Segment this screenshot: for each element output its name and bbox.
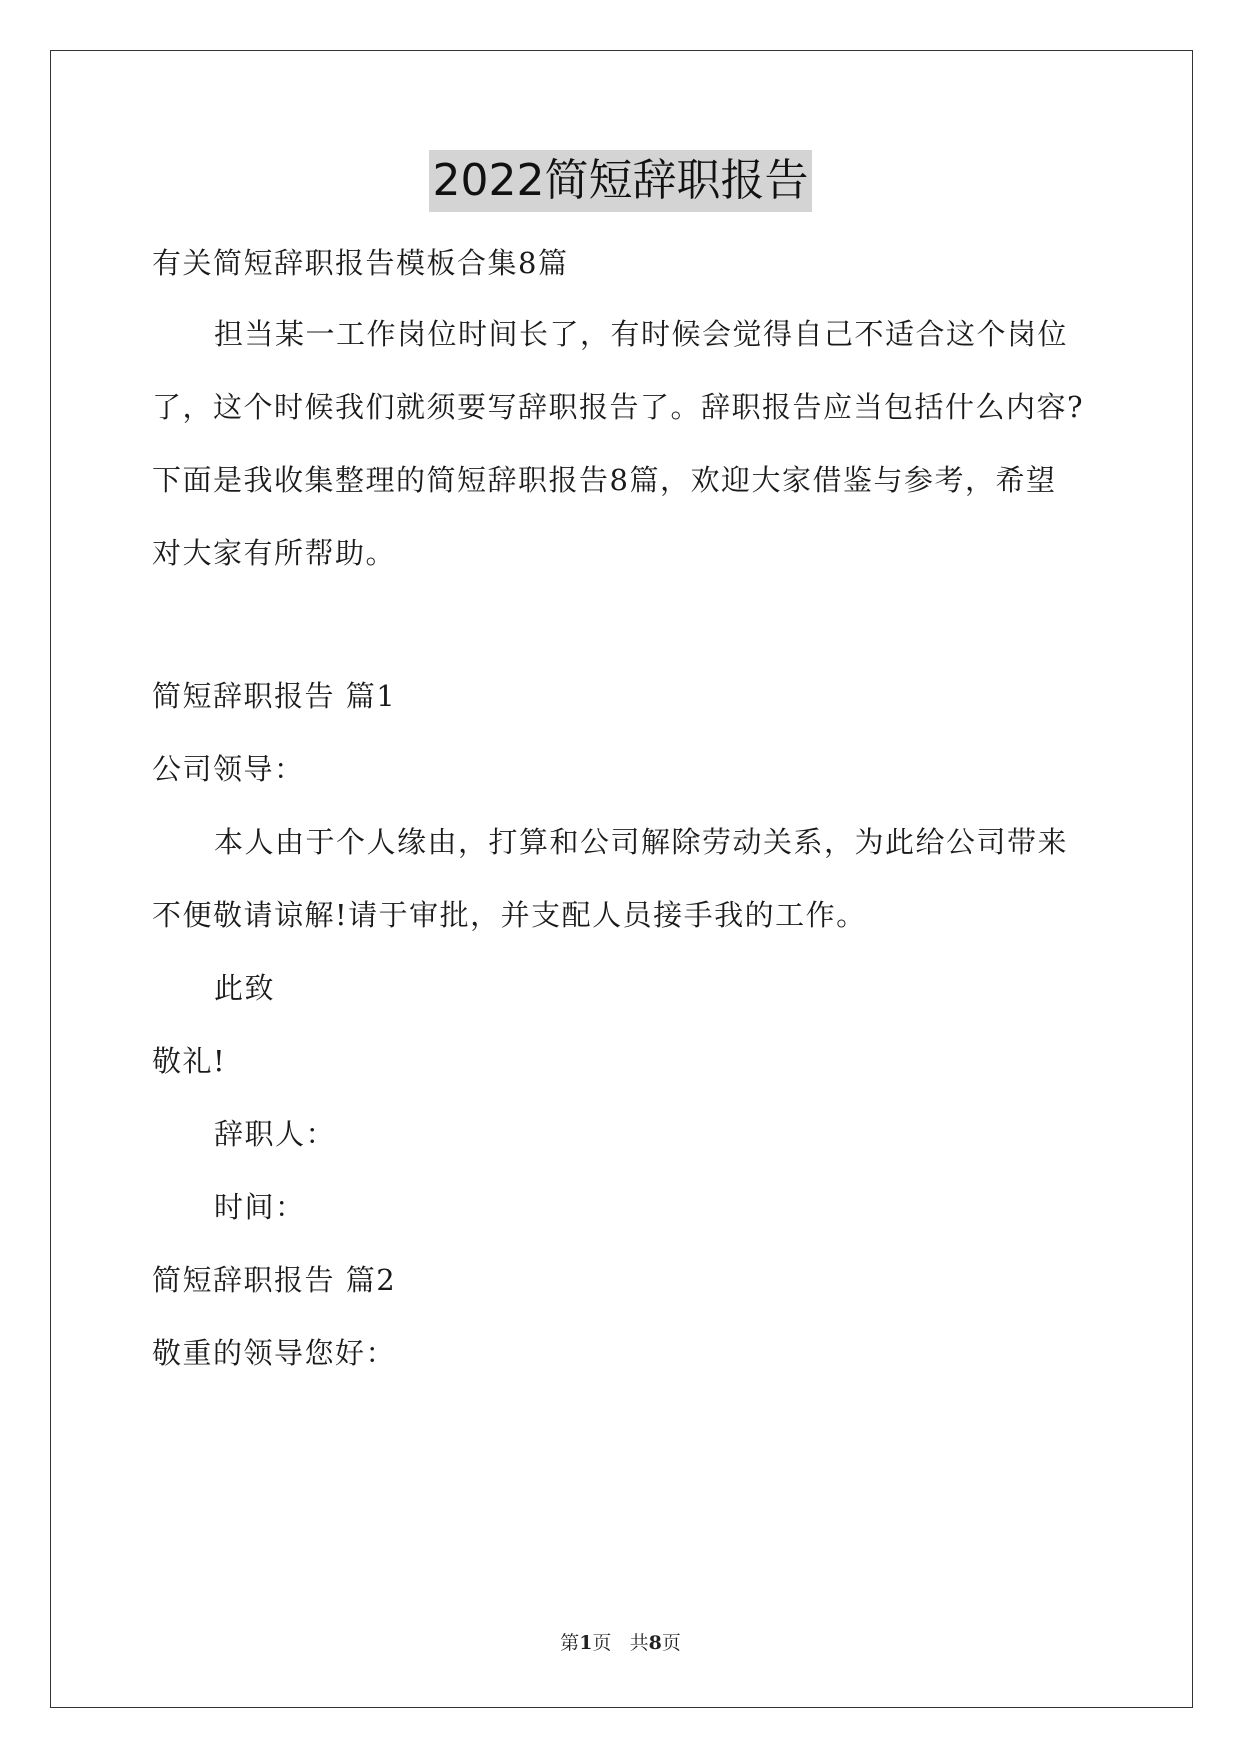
footer-page-mid: 页 <box>592 1632 612 1654</box>
footer-page-prefix: 第 <box>560 1632 580 1654</box>
section1-closing-2: 敬礼! <box>152 1044 227 1078</box>
title-container <box>0 150 1241 212</box>
section1-signer: 辞职人： <box>214 1117 337 1151</box>
footer-total-suffix: 页 <box>661 1632 681 1654</box>
document-title: 2022简短辞职报告 <box>429 150 813 212</box>
section1-closing-1: 此致 <box>214 971 276 1005</box>
footer-total-prefix: 共 <box>629 1632 649 1654</box>
section1-salutation: 公司领导： <box>152 752 305 786</box>
section1-body-line-2: 不便敬请谅解!请于审批，并支配人员接手我的工作。 <box>152 898 867 932</box>
section1-date: 时间： <box>214 1190 306 1224</box>
page-footer <box>0 1630 1241 1656</box>
section1-body-line-1: 本人由于个人缘由，打算和公司解除劳动关系，为此给公司带来 <box>214 825 1069 859</box>
footer-page-number: 1 <box>579 1632 593 1654</box>
page-border <box>50 50 1193 1708</box>
intro-line-3: 下面是我收集整理的简短辞职报告8篇，欢迎大家借鉴与参考，希望 <box>152 463 1057 497</box>
section2-heading: 简短辞职报告 篇2 <box>152 1263 397 1297</box>
intro-line-1: 担当某一工作岗位时间长了，有时候会觉得自己不适合这个岗位 <box>214 317 1069 351</box>
document-subtitle: 有关简短辞职报告模板合集8篇 <box>152 246 569 280</box>
footer-total-pages: 8 <box>648 1632 662 1654</box>
section2-salutation: 敬重的领导您好： <box>152 1336 397 1370</box>
section1-heading: 简短辞职报告 篇1 <box>152 679 397 713</box>
intro-line-2: 了，这个时候我们就须要写辞职报告了。辞职报告应当包括什么内容? <box>152 390 1085 424</box>
intro-line-4: 对大家有所帮助。 <box>152 536 397 570</box>
